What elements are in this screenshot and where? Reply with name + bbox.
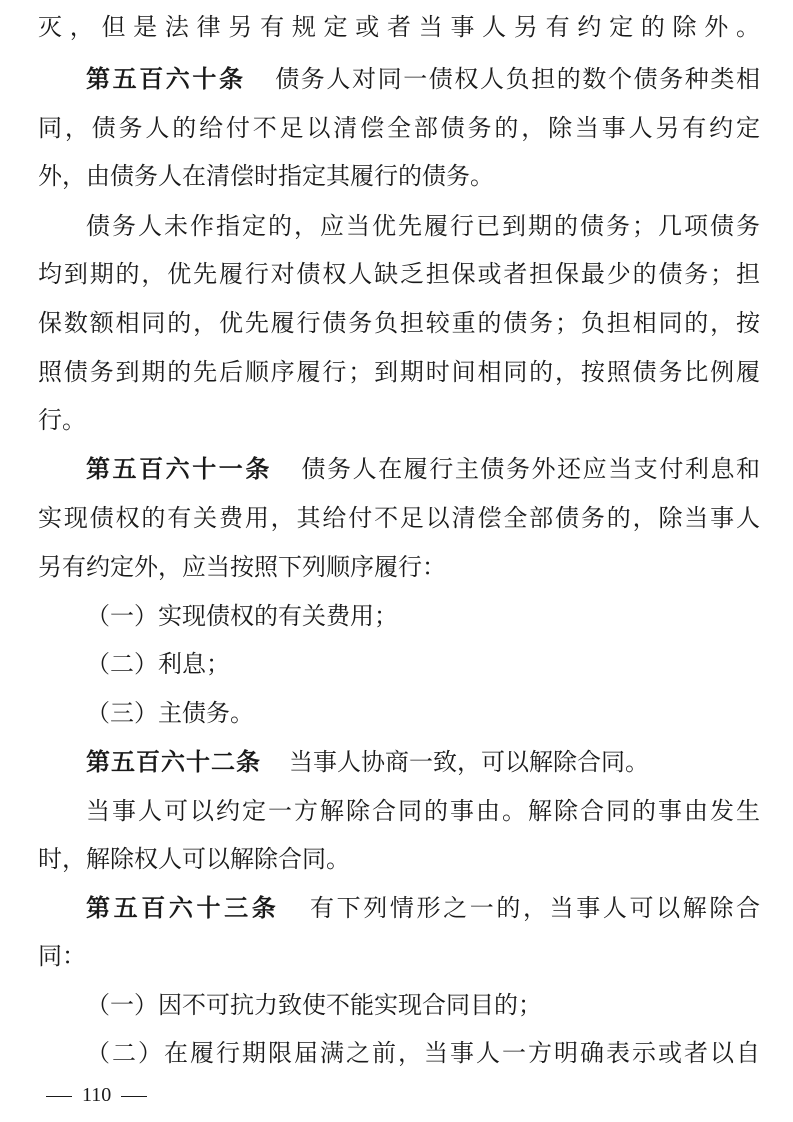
article-561-heading-line xyxy=(86,446,760,492)
article-560-heading-line xyxy=(86,56,760,102)
line-text: （一）实现债权的有关费用； xyxy=(86,602,398,630)
line-text: 保数额相同的，优先履行债务负担较重的债务；负担相同的，按 xyxy=(38,309,760,337)
line-text: （三）主债务。 xyxy=(86,699,254,727)
article-563-heading-line xyxy=(86,885,760,931)
line-text: 照债务到期的先后顺序履行；到期时间相同的，按照债务比例履 xyxy=(38,358,760,386)
line-text: 行。 xyxy=(38,406,86,434)
line-text: （二）在履行期限届满之前，当事人一方明确表示或者以自 xyxy=(86,1039,760,1067)
article-number: 第五百六十一条 xyxy=(86,455,272,483)
line-text: 同： xyxy=(38,942,86,970)
text-line-3 xyxy=(38,105,760,151)
article-number: 第五百六十三条 xyxy=(86,894,280,922)
text-line-18 xyxy=(38,836,760,882)
text-line-11 xyxy=(38,495,760,541)
page-footer xyxy=(36,1080,157,1110)
text-line-17 xyxy=(86,788,760,834)
line-text: 债务人在履行主债务外还应当支付利息和 xyxy=(299,455,760,483)
footer-right-dash xyxy=(121,1096,147,1097)
text-line-20 xyxy=(38,933,760,979)
article-number: 第五百六十条 xyxy=(86,65,246,93)
line-text: 同，债务人的给付不足以清偿全部债务的，除当事人另有约定 xyxy=(38,114,760,142)
line-text: 实现债权的有关费用，其给付不足以清偿全部债务的，除当事人 xyxy=(38,504,760,532)
line-text: 有下列情形之一的，当事人可以解除合 xyxy=(307,894,760,922)
page-number: 110 xyxy=(82,1084,112,1106)
text-line-8 xyxy=(38,349,760,395)
line-text: 外，由债务人在清偿时指定其履行的债务。 xyxy=(38,162,494,190)
line-text: （二）利息； xyxy=(86,650,230,678)
article-562-heading-line xyxy=(86,739,760,785)
text-line-7 xyxy=(38,300,760,346)
text-line-9 xyxy=(38,397,760,443)
line-text: 债务人未作指定的，应当优先履行已到期的债务；几项债务 xyxy=(86,212,760,240)
text-line-1 xyxy=(38,4,760,50)
article-number: 第五百六十二条 xyxy=(86,748,261,776)
text-line-12 xyxy=(38,544,760,590)
text-line-6 xyxy=(38,251,760,297)
text-line-4 xyxy=(38,153,760,199)
list-item-2 xyxy=(86,641,760,687)
line-text: 灭，但是法律另有规定或者当事人另有约定的除外。 xyxy=(38,13,760,41)
list-item-1 xyxy=(86,593,760,639)
footer-left-dash xyxy=(46,1096,72,1097)
line-text: 另有约定外，应当按照下列顺序履行： xyxy=(38,553,446,581)
list-item-3 xyxy=(86,690,760,736)
list-item-4 xyxy=(86,982,760,1028)
line-text: 时，解除权人可以解除合同。 xyxy=(38,845,350,873)
list-item-5 xyxy=(86,1030,760,1076)
line-text: 当事人协商一致，可以解除合同。 xyxy=(289,748,649,776)
line-text: 均到期的，优先履行对债权人缺乏担保或者担保最少的债务；担 xyxy=(38,260,760,288)
line-text: 债务人对同一债权人负担的数个债务种类相 xyxy=(273,65,760,93)
line-text: 当事人可以约定一方解除合同的事由。解除合同的事由发生 xyxy=(86,797,760,825)
line-text: （一）因不可抗力致使不能实现合同目的； xyxy=(86,991,542,1019)
text-line-5 xyxy=(86,203,760,249)
